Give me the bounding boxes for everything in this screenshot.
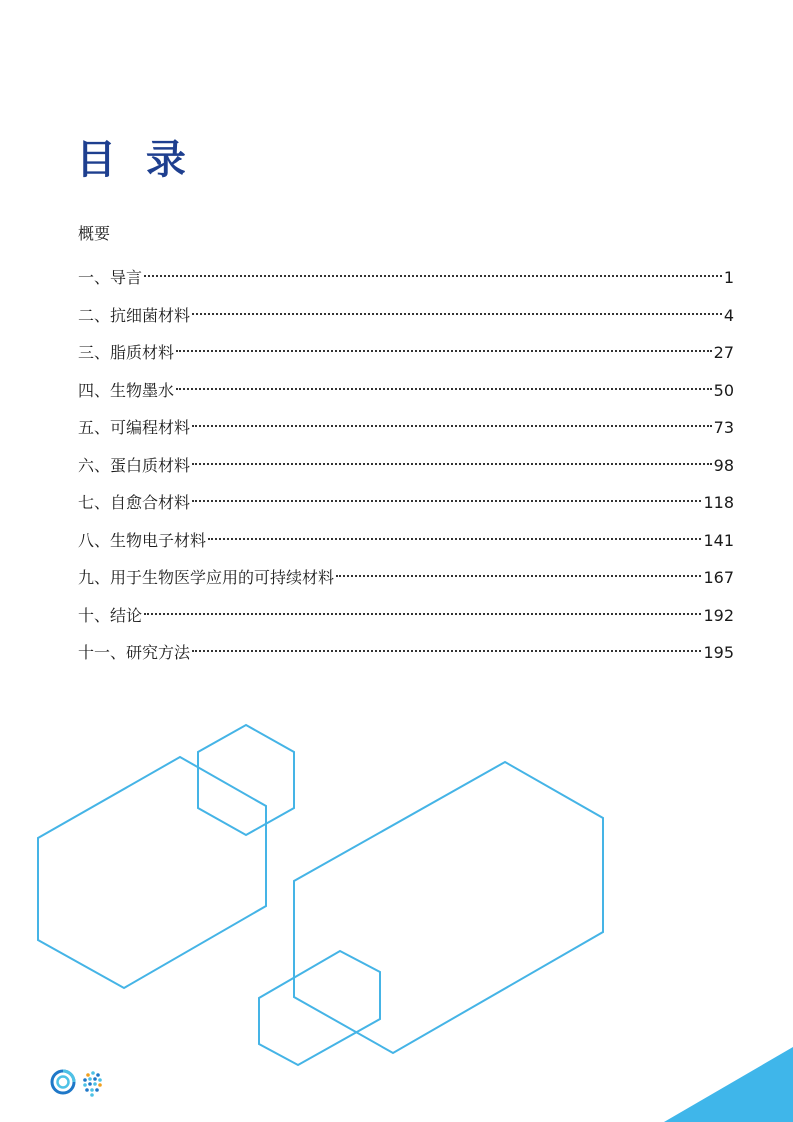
toc-entry[interactable] — [78, 522, 734, 550]
toc-entry-page: 192 — [703, 605, 734, 625]
toc-dot-leader — [208, 522, 701, 546]
toc-entry-page: 98 — [713, 455, 734, 475]
toc-dot-leader — [144, 259, 722, 283]
toc-entry-label: 四、生物墨水 — [78, 380, 175, 400]
toc-dot-leader — [176, 372, 712, 396]
toc-summary[interactable]: 概要 — [78, 224, 111, 243]
toc-entry-page: 4 — [723, 305, 734, 325]
toc-entry[interactable] — [78, 334, 734, 362]
toc-entry-page: 167 — [703, 568, 734, 587]
toc-entry[interactable] — [78, 297, 734, 325]
circle-swirl-logo-icon — [52, 1071, 74, 1093]
toc-dot-leader — [192, 447, 712, 471]
toc-dot-leader — [192, 484, 701, 508]
toc-entry-label: 九、用于生物医学应用的可持续材料 — [78, 568, 335, 587]
corner-triangle-shape — [664, 1047, 793, 1122]
toc-entry-page: 50 — [713, 380, 734, 400]
publisher-logo — [48, 1068, 112, 1098]
toc-entry-label: 二、抗细菌材料 — [78, 305, 191, 325]
toc-entry[interactable] — [78, 484, 734, 512]
toc-entry-label: 十一、研究方法 — [78, 643, 191, 662]
toc-entry[interactable] — [78, 409, 734, 437]
hexagon-shape-small-bottom — [259, 951, 380, 1065]
toc-dot-leader — [176, 334, 712, 358]
toc-dot-leader — [192, 409, 712, 433]
toc-entry[interactable] — [78, 597, 734, 625]
toc-entry-label: 五、可编程材料 — [78, 418, 191, 437]
toc-dot-leader — [144, 597, 701, 621]
toc-entry[interactable] — [78, 634, 734, 662]
toc-dot-leader — [192, 634, 701, 658]
toc-entry-label: 一、导言 — [78, 268, 143, 287]
toc-entry-page: 195 — [703, 643, 734, 662]
toc-entry-label: 八、生物电子材料 — [78, 530, 207, 550]
toc-entry[interactable] — [78, 447, 734, 475]
page-title: 目 录 — [76, 137, 194, 183]
hexagon-shape-large-right — [294, 762, 603, 1053]
hexagon-shape-small-top — [198, 725, 294, 835]
toc-entry-page: 118 — [703, 493, 734, 512]
toc-dot-leader — [336, 559, 701, 583]
toc-entry-label: 十、结论 — [78, 605, 143, 625]
toc-dot-leader — [192, 297, 722, 321]
toc-entry-page: 1 — [723, 268, 734, 287]
toc-entry-page: 73 — [713, 418, 734, 437]
toc-entry[interactable] — [78, 372, 734, 400]
hexagon-shape-large-left — [38, 757, 266, 988]
toc-entry-label: 三、脂质材料 — [78, 343, 175, 362]
toc-entry[interactable] — [78, 559, 734, 587]
toc-entry-page: 141 — [703, 530, 734, 550]
toc-entry[interactable] — [78, 259, 734, 287]
toc-entry-label: 六、蛋白质材料 — [78, 455, 191, 475]
toc-entry-label: 七、自愈合材料 — [78, 493, 191, 512]
table-of-contents — [78, 222, 734, 672]
dotted-grid-logo-icon — [83, 1071, 102, 1097]
toc-entry-page: 27 — [713, 343, 734, 362]
